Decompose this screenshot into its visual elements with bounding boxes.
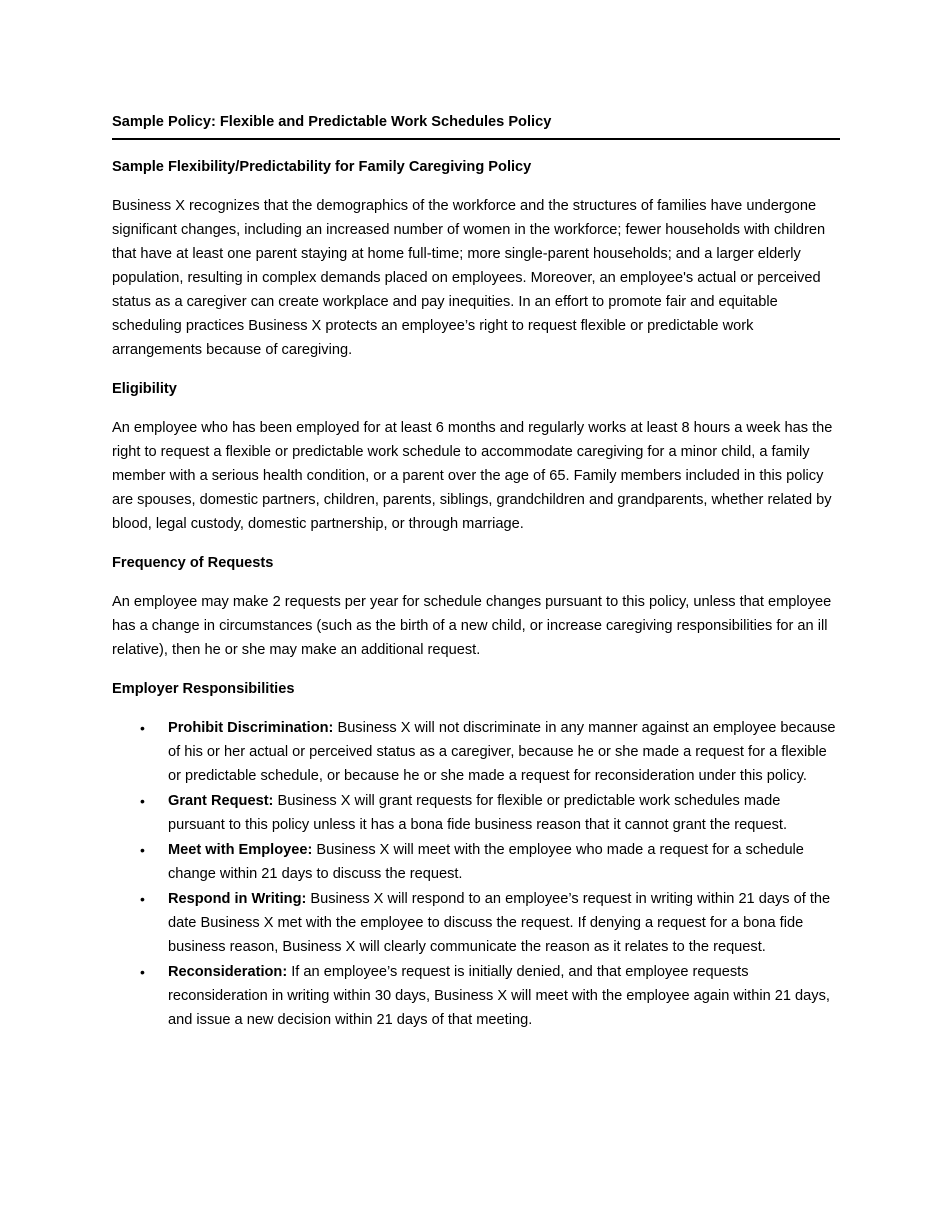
- responsibilities-list: [112, 716, 840, 1032]
- list-item: [112, 887, 840, 959]
- list-item: [112, 838, 840, 886]
- eligibility-paragraph: An employee who has been employed for at least 6 months and regularly works at least 8 hours a week has the right to request a flexible or predictable work schedule to accommodate caregiving for a minor child, a family member with a serious health condition, or a parent over the age of 65. Family members included in this policy are spouses, domestic partners, children, parents, siblings, grandchildren and grandparents, whether related by blood, legal custody, domestic partnership, or through marriage.: [112, 420, 833, 532]
- eligibility-heading: Eligibility: [112, 381, 177, 397]
- policy-document: [112, 110, 840, 1033]
- item-text: Business X will grant requests for flexible or predictable work schedules made pursuant to this policy unless it has a bona fide business reason that it cannot grant the request.: [168, 793, 787, 833]
- bullet-icon: •: [140, 793, 145, 809]
- item-text: Business X will meet with the employee who made a request for a schedule change within 21 days to discuss the request.: [168, 842, 804, 882]
- policy-title: Sample Flexibility/Predictability for Family Caregiving Policy: [112, 159, 532, 175]
- item-lead: Reconsideration:: [168, 964, 288, 980]
- header-title: Sample Policy: Flexible and Predictable Work Schedules Policy: [112, 114, 552, 130]
- frequency-heading: Frequency of Requests: [112, 555, 274, 571]
- item-lead: Prohibit Discrimination:: [168, 720, 334, 736]
- list-item: [112, 716, 840, 788]
- frequency-paragraph: An employee may make 2 requests per year for schedule changes pursuant to this policy, unless that employee has a change in circumstances (such as the birth of a new child, or increase caregiving responsibilities for an ill relative), then he or she may make an additional request.: [112, 594, 832, 658]
- bullet-icon: •: [140, 720, 145, 736]
- header-divider: [112, 138, 840, 140]
- item-text: If an employee’s request is initially denied, and that employee requests reconsideration in writing within 30 days, Business X will meet with the employee again within 21 days, and issue a new decision within 21 days of that meeting.: [168, 964, 830, 1028]
- bullet-icon: •: [140, 842, 145, 858]
- list-item: [112, 960, 840, 1032]
- responsibilities-heading: Employer Responsibilities: [112, 681, 295, 697]
- item-text: Business X will respond to an employee’s request in writing within 21 days of the date Business X met with the employee to discuss the request. If denying a request for a bona fide business reason, Business X will clearly communicate the reason as it relates to the request.: [168, 891, 831, 955]
- item-lead: Respond in Writing:: [168, 891, 307, 907]
- item-lead: Meet with Employee:: [168, 842, 313, 858]
- bullet-icon: •: [140, 964, 145, 980]
- bullet-icon: •: [140, 891, 145, 907]
- item-lead: Grant Request:: [168, 793, 274, 809]
- list-item: [112, 789, 840, 837]
- item-text: Business X will not discriminate in any manner against an employee because of his or her actual or perceived status as a caregiver, because he or she made a request for a flexible or predictable schedule, or because he or she made a request for reconsideration under this policy.: [168, 720, 836, 784]
- intro-paragraph: Business X recognizes that the demographics of the workforce and the structures of families have undergone significant changes, including an increased number of women in the workforce; fewer households with children that have at least one parent staying at home full-time; more single-parent households; and a larger elderly population, resulting in complex demands placed on employees. Moreover, an employee's actual or perceived status as a caregiver can create workplace and pay inequities. In an effort to promote fair and equitable scheduling practices Business X protects an employee’s right to request flexible or predictable work arrangements because of caregiving.: [112, 198, 826, 358]
